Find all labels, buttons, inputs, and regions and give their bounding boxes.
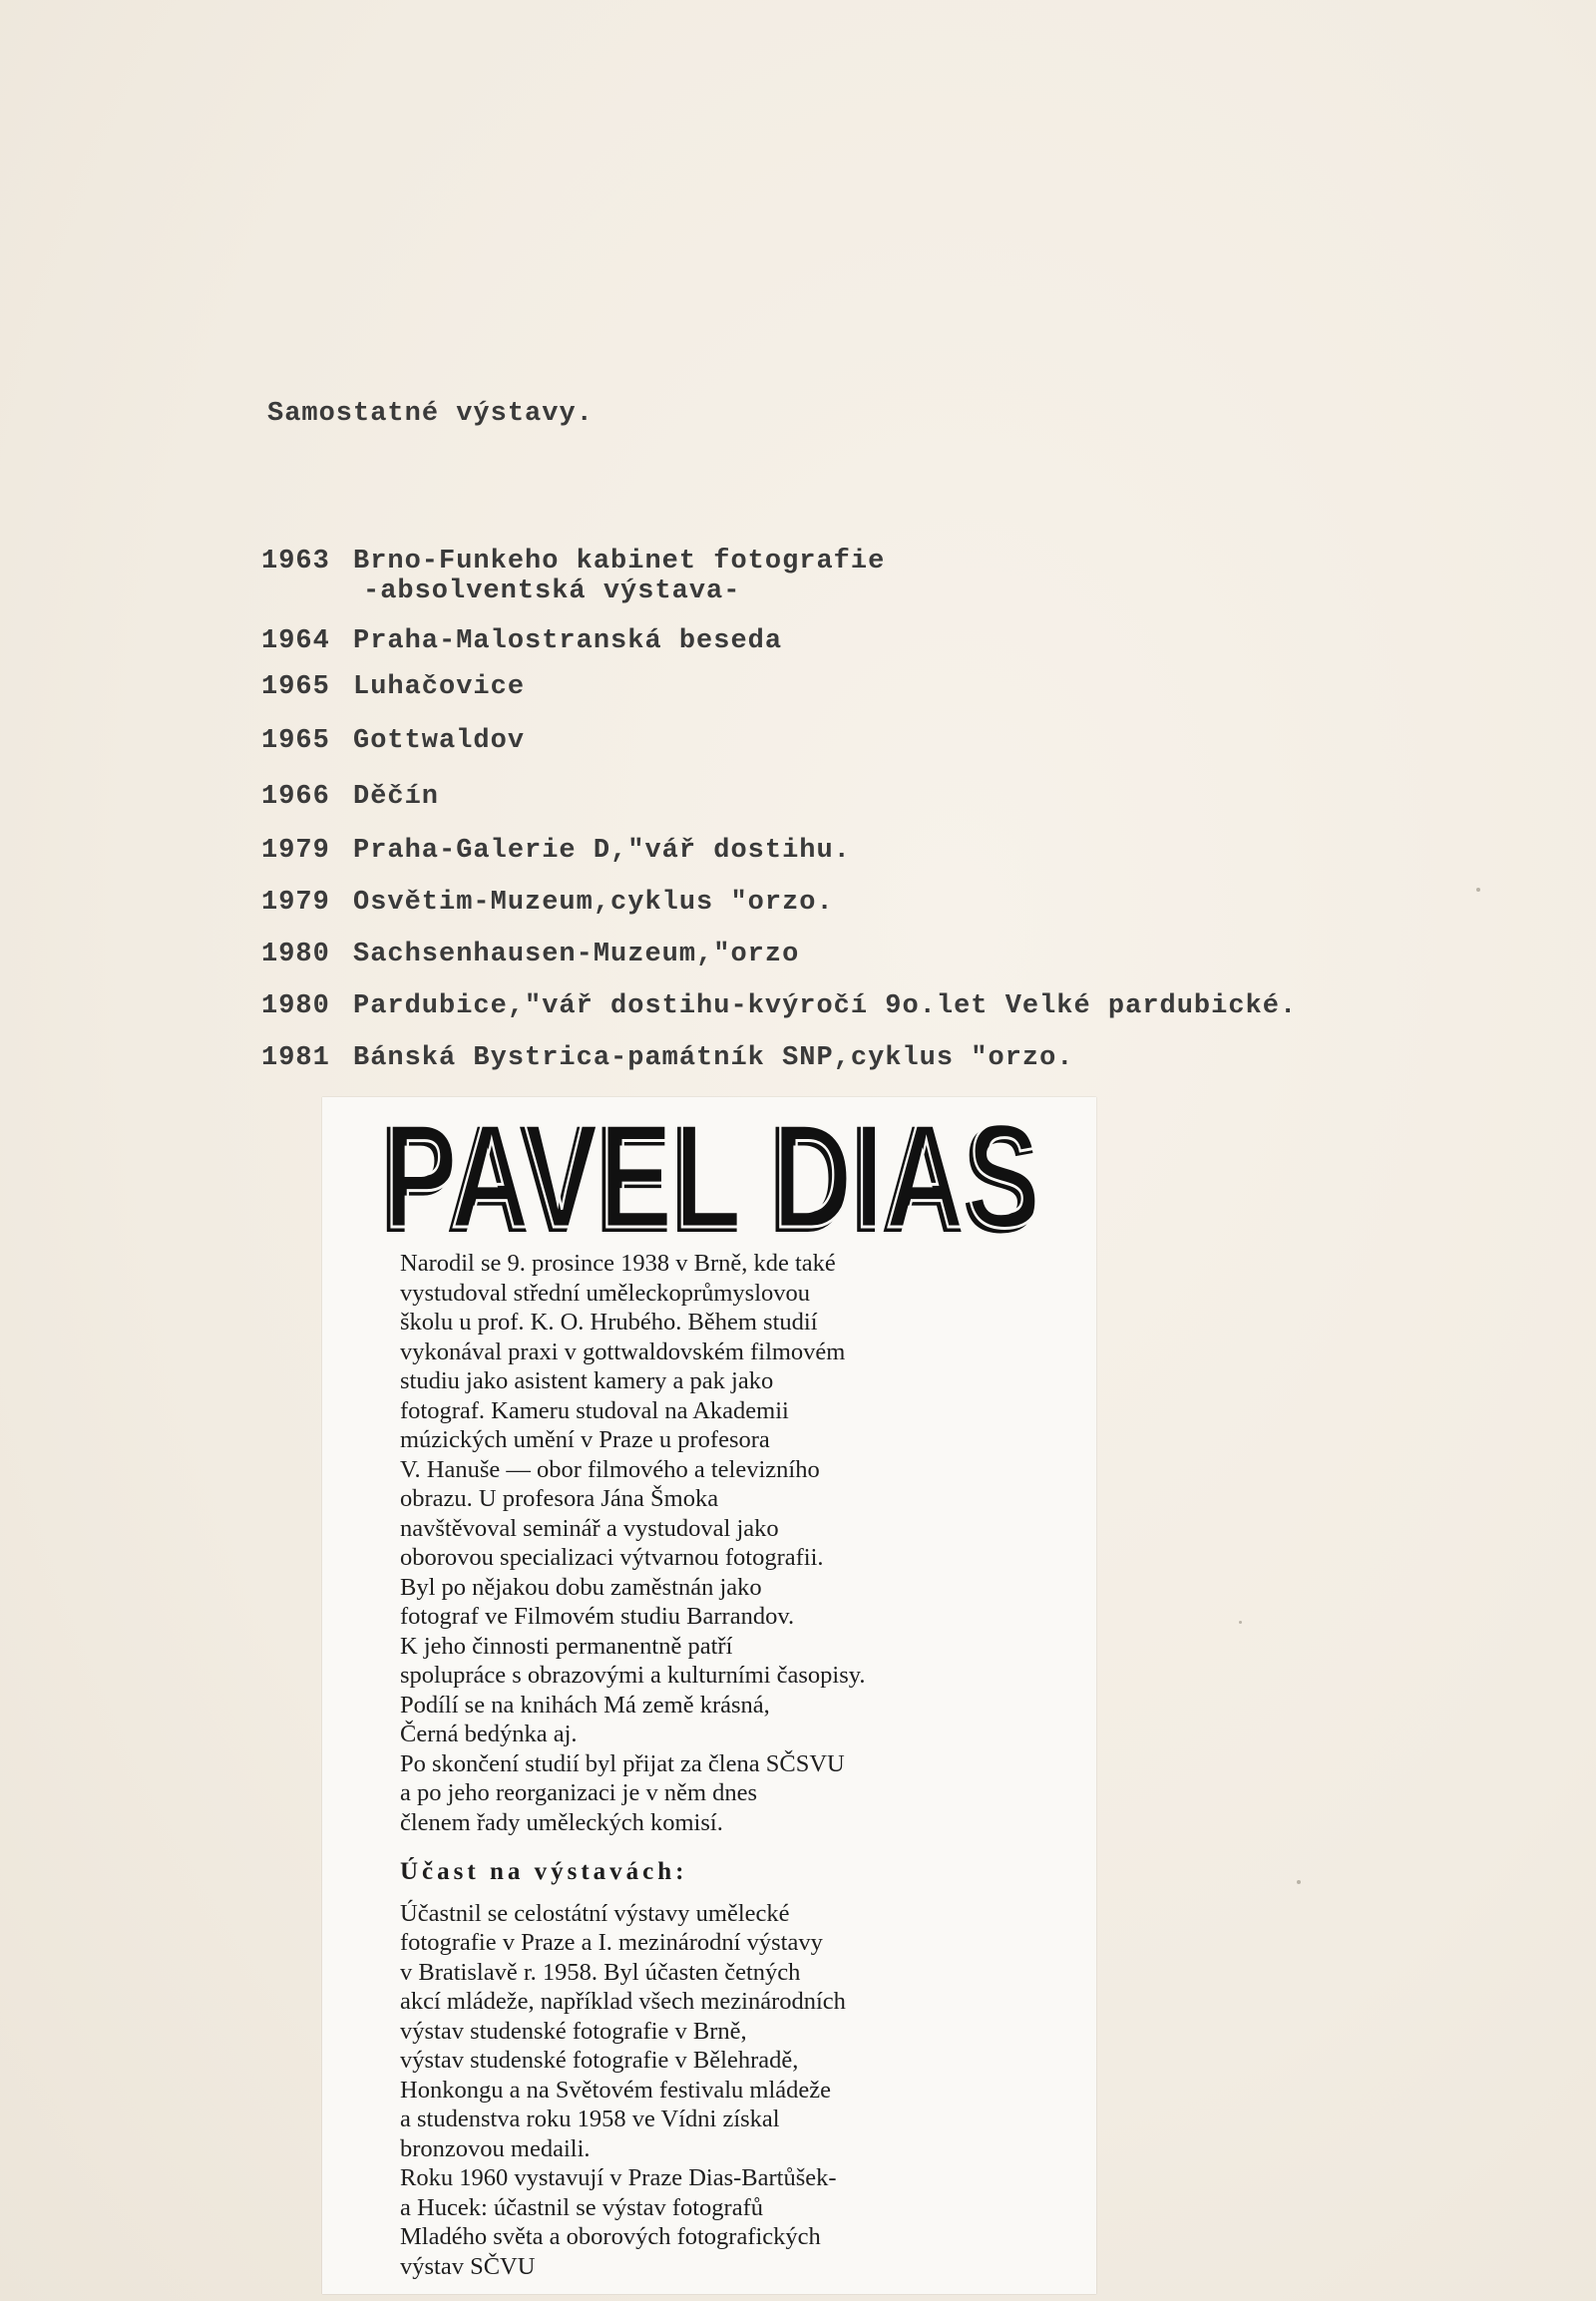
exhibition-year: 1980 xyxy=(261,940,330,969)
biography-line: Podílí se na knihách Má země krásná, xyxy=(400,1691,770,1719)
participation-line: a studenstva roku 1958 ve Vídni získal xyxy=(400,2106,780,2132)
participation-line: Roku 1960 vystavují v Praze Dias-Bartůšek- xyxy=(400,2164,837,2191)
exhibition-year: 1965 xyxy=(261,672,330,702)
participation-line: bronzovou medaili. xyxy=(400,2134,591,2162)
typed-heading: Samostatné výstavy. xyxy=(267,399,594,429)
biography-line: školu u prof. K. O. Hrubého. Během studií xyxy=(400,1309,818,1336)
exhibition-place: Praha-Galerie D,"vář dostihu. xyxy=(353,836,851,866)
biography-line: V. Hanuše — obor filmového a televizního xyxy=(400,1455,820,1483)
biography-line: navštěvoval seminář a vystudoval jako xyxy=(400,1514,779,1542)
participation-line: výstav studenské fotografie v Bělehradě, xyxy=(400,2047,799,2074)
participation-line: výstav SČVU xyxy=(400,2252,536,2280)
exhibition-year: 1966 xyxy=(261,782,330,812)
logo-text-highlight: PAVEL DIAS xyxy=(384,1097,1042,1257)
exhibition-entry xyxy=(261,940,799,969)
exhibition-year: 1965 xyxy=(261,726,330,756)
participation-line: výstav studenské fotografie v Brně, xyxy=(400,2017,747,2045)
biography-line: fotograf. Kameru studoval na Akademii xyxy=(400,1396,789,1424)
participation-line: Mladého světa a oborových fotografických xyxy=(400,2223,821,2250)
biography-line: K jeho činnosti permanentně patří xyxy=(400,1632,733,1660)
exhibition-entry xyxy=(261,836,851,866)
biography-line: obrazu. U profesora Jána Šmoka xyxy=(400,1485,719,1512)
exhibition-year: 1981 xyxy=(261,1043,330,1073)
exhibition-entry xyxy=(261,991,1297,1021)
exhibition-entry xyxy=(261,672,525,702)
exhibition-place: Pardubice,"vář dostihu-kvýročí 9o.let Velké pardubické. xyxy=(353,991,1298,1021)
exhibition-entry xyxy=(261,782,439,812)
biography-line: Byl po nějakou dobu zaměstnán jako xyxy=(400,1573,762,1601)
paper-speck xyxy=(1297,1880,1301,1884)
exhibition-place: Děčín xyxy=(353,782,440,812)
exhibition-place: Osvětim-Muzeum,cyklus "orzo. xyxy=(353,888,834,918)
participation-line: fotografie v Praze a I. mezinárodní výstavy xyxy=(400,1929,823,1956)
newspaper-clipping xyxy=(322,1097,1096,2294)
exhibition-place-continuation: -absolventská výstava- xyxy=(363,576,741,606)
exhibition-entry xyxy=(261,888,834,918)
exhibition-year: 1980 xyxy=(261,991,330,1021)
section-title: Účast na výstavách: xyxy=(400,1858,688,1885)
exhibition-year: 1979 xyxy=(261,836,330,866)
biography-line: Černá bedýnka aj. xyxy=(400,1721,578,1747)
biography-line: spolupráce s obrazovými a kulturními časopisy. xyxy=(400,1662,866,1689)
participation-line: Honkongu a na Světovém festivalu mládeže xyxy=(400,2076,832,2104)
biography-line: múzických umění v Praze u profesora xyxy=(400,1426,770,1453)
exhibition-entry xyxy=(261,626,782,656)
participation-line: a Hucek: účastnil se výstav fotografů xyxy=(400,2193,763,2221)
biography-line: Po skončení studií byl přijat za člena SČSVU xyxy=(400,1749,845,1777)
exhibition-year: 1979 xyxy=(261,888,330,918)
exhibition-entry xyxy=(261,726,525,756)
biography-line: Narodil se 9. prosince 1938 v Brně, kde také xyxy=(400,1250,836,1277)
exhibition-place: Sachsenhausen-Muzeum,"orzo xyxy=(353,940,800,969)
biography-line: vykonával praxi v gottwaldovském filmovém xyxy=(400,1338,846,1365)
exhibition-place: Luhačovice xyxy=(353,672,526,702)
biography-line: a po jeho reorganizaci je v něm dnes xyxy=(400,1779,758,1806)
exhibition-place: Brno-Funkeho kabinet fotografie xyxy=(353,547,886,576)
exhibition-entry xyxy=(261,1043,1074,1073)
exhibition-place: Praha-Malostranská beseda xyxy=(353,626,783,656)
paper-speck xyxy=(1476,888,1480,892)
participation-line: v Bratislavě r. 1958. Byl účasten četných xyxy=(400,1958,801,1986)
biography-line: členem řady uměleckých komisí. xyxy=(400,1808,723,1836)
exhibition-place: Gottwaldov xyxy=(353,726,526,756)
biography-paragraph xyxy=(400,1249,1058,1837)
biography-line: vystudoval střední uměleckoprůmyslovou xyxy=(400,1279,810,1307)
exhibition-year: 1963 xyxy=(261,547,330,576)
exhibition-place: Bánská Bystrica-památník SNP,cyklus "orzo. xyxy=(353,1043,1074,1073)
logo-text: PAVEL DIAS xyxy=(380,1097,1038,1257)
biography-line: oborovou specializaci výtvarnou fotografii. xyxy=(400,1544,824,1571)
pavel-dias-logo xyxy=(322,1097,1096,1257)
biography-line: studiu jako asistent kamery a pak jako xyxy=(400,1367,774,1394)
exhibition-entry xyxy=(261,547,885,606)
exhibition-participation-text xyxy=(400,1899,1058,2282)
paper-speck xyxy=(1239,1621,1242,1624)
participation-line: Účastnil se celostátní výstavy umělecké xyxy=(400,1899,790,1927)
biography-text xyxy=(400,1249,1058,2281)
participation-line: akcí mládeže, například všech mezinárodních xyxy=(400,1988,846,2015)
biography-line: fotograf ve Filmovém studiu Barrandov. xyxy=(400,1603,795,1630)
exhibition-year: 1964 xyxy=(261,626,330,656)
